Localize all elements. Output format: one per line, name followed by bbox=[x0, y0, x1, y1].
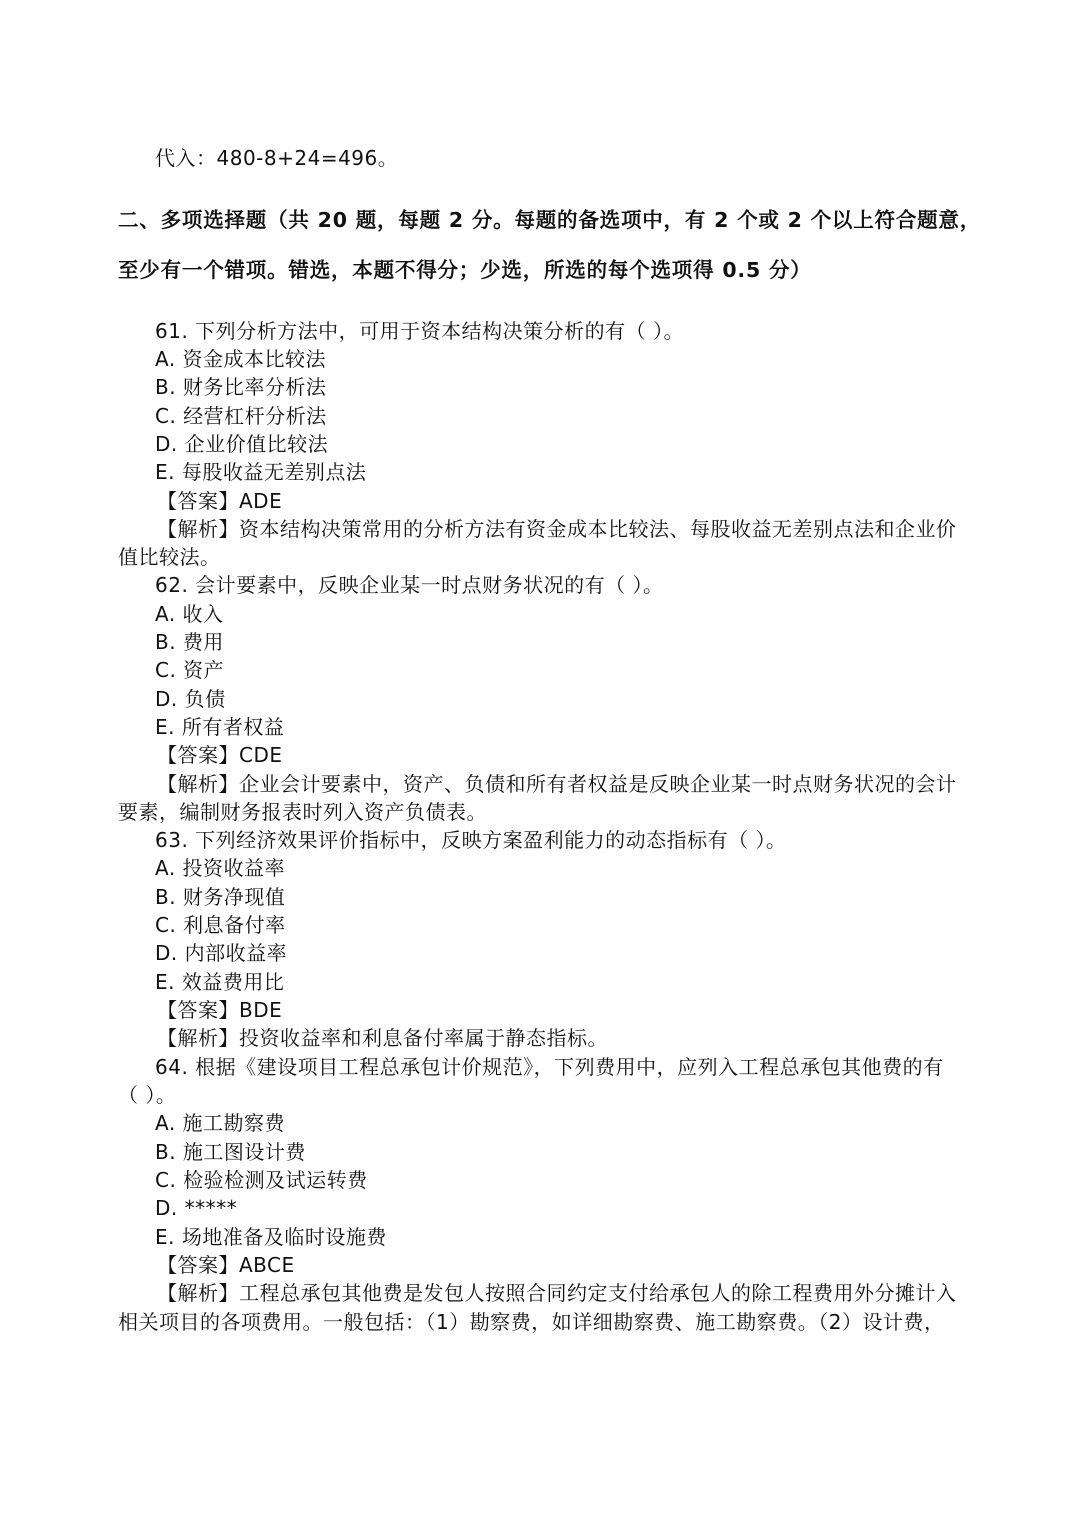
question-64-option-c: C. 检验检测及试运转费 bbox=[155, 1168, 368, 1192]
question-62-analysis-line-2: 要素，编制财务报表时列入资产负债表。 bbox=[118, 800, 487, 824]
question-62-option-a: A. 收入 bbox=[155, 602, 224, 626]
question-64-stem-line-2: （ ）。 bbox=[118, 1083, 177, 1107]
question-61-option-c: C. 经营杠杆分析法 bbox=[155, 404, 327, 428]
question-61-answer: 【答案】ADE bbox=[157, 489, 283, 513]
question-62-stem: 62. 会计要素中，反映企业某一时点财务状况的有（ ）。 bbox=[155, 573, 664, 597]
question-61-option-d: D. 企业价值比较法 bbox=[155, 432, 329, 456]
question-62-option-e: E. 所有者权益 bbox=[155, 715, 285, 739]
question-61-analysis-line-2: 值比较法。 bbox=[118, 545, 221, 569]
question-61-option-a: A. 资金成本比较法 bbox=[155, 347, 327, 371]
substitution-line: 代入：480-8+24=496。 bbox=[155, 146, 399, 170]
question-64-analysis-line-1: 【解析】工程总承包其他费是发包人按照合同约定支付给承包人的除工程费用外分摊计入 bbox=[157, 1281, 957, 1305]
question-64-stem-line-1: 64. 根据《建设项目工程总承包计价规范》，下列费用中，应列入工程总承包其他费的有 bbox=[155, 1055, 944, 1079]
question-61-stem: 61. 下列分析方法中，可用于资本结构决策分析的有（ ）。 bbox=[155, 319, 685, 343]
question-64-option-b: B. 施工图设计费 bbox=[155, 1140, 306, 1164]
section-title-line-1: 二、多项选择题（共 20 题，每题 2 分。每题的备选项中，有 2 个或 2 个以上符合题意， bbox=[118, 208, 982, 232]
question-62-analysis-line-1: 【解析】企业会计要素中，资产、负债和所有者权益是反映企业某一时点财务状况的会计 bbox=[157, 772, 957, 796]
question-62-option-b: B. 费用 bbox=[155, 630, 224, 654]
question-62-option-c: C. 资产 bbox=[155, 658, 225, 682]
question-63-option-e: E. 效益费用比 bbox=[155, 970, 285, 994]
question-62-option-d: D. 负债 bbox=[155, 687, 226, 711]
question-64-analysis-line-2: 相关项目的各项费用。一般包括：（1）勘察费，如详细勘察费、施工勘察费。（2）设计费， bbox=[118, 1310, 945, 1334]
question-64-answer: 【答案】ABCE bbox=[157, 1253, 295, 1277]
question-63-answer: 【答案】BDE bbox=[157, 998, 283, 1022]
question-63-option-d: D. 内部收益率 bbox=[155, 941, 288, 965]
question-63-stem: 63. 下列经济效果评价指标中，反映方案盈利能力的动态指标有（ ）。 bbox=[155, 828, 787, 852]
question-61-analysis-line-1: 【解析】资本结构决策常用的分析方法有资金成本比较法、每股收益无差别点法和企业价 bbox=[157, 517, 957, 541]
question-61-option-e: E. 每股收益无差别点法 bbox=[155, 460, 367, 484]
question-63-option-c: C. 利息备付率 bbox=[155, 913, 286, 937]
question-64-option-e: E. 场地准备及临时设施费 bbox=[155, 1225, 387, 1249]
question-61-option-b: B. 财务比率分析法 bbox=[155, 375, 327, 399]
question-63-analysis-line-1: 【解析】投资收益率和利息备付率属于静态指标。 bbox=[157, 1026, 608, 1050]
question-63-option-b: B. 财务净现值 bbox=[155, 885, 286, 909]
section-title-line-2: 至少有一个错项。错选，本题不得分；少选，所选的每个选项得 0.5 分） bbox=[118, 258, 812, 282]
question-62-answer: 【答案】CDE bbox=[157, 743, 283, 767]
question-64-option-d: D. ***** bbox=[155, 1196, 238, 1220]
question-64-option-a: A. 施工勘察费 bbox=[155, 1111, 286, 1135]
question-63-option-a: A. 投资收益率 bbox=[155, 856, 286, 880]
